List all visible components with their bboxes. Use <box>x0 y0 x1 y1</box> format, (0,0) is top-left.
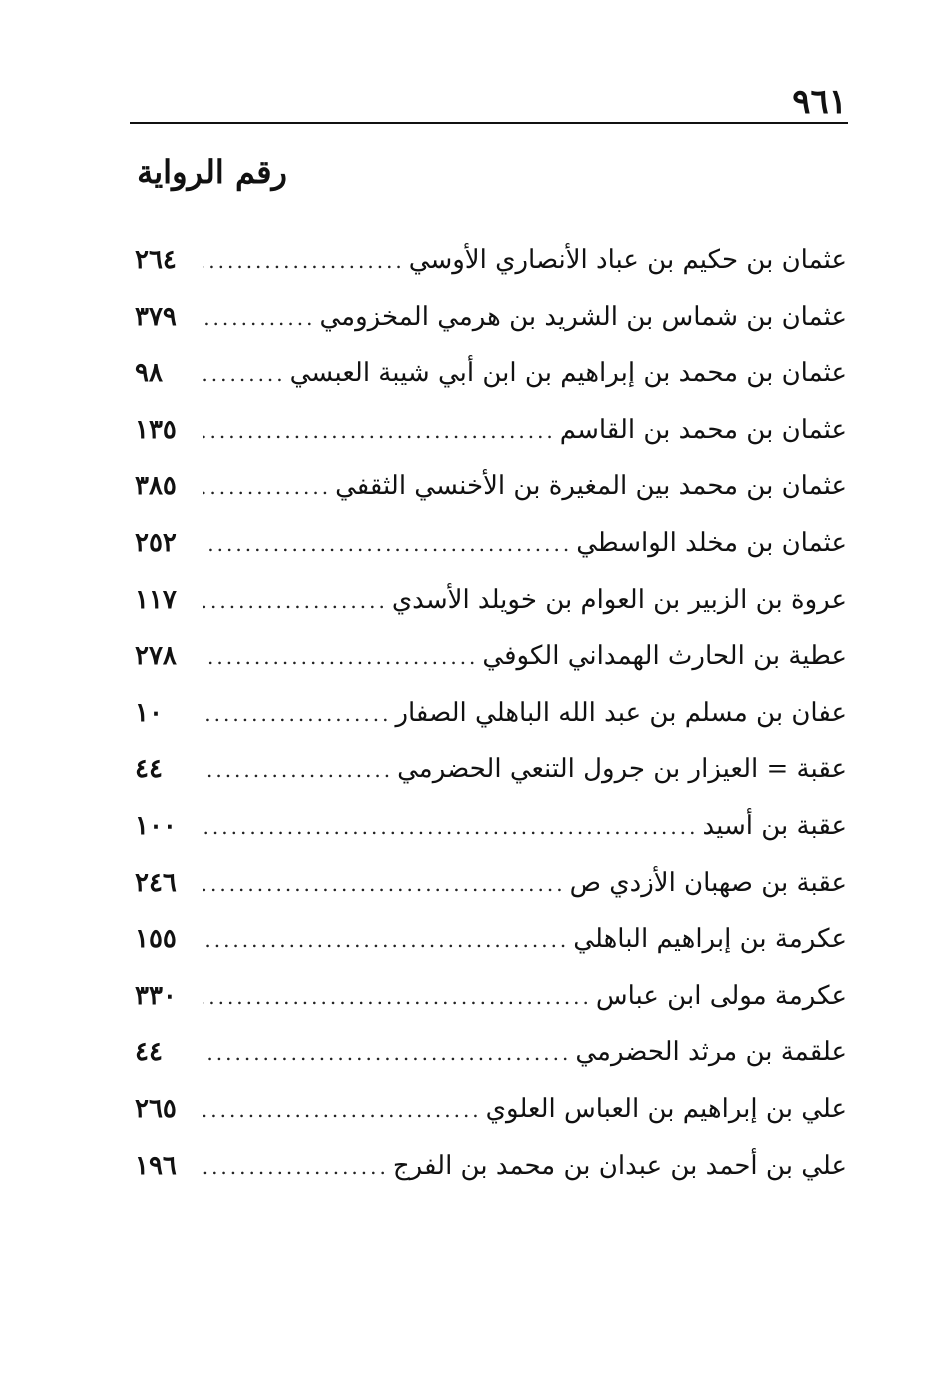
header-rule <box>130 122 848 124</box>
entry-name: علي بن أحمد بن عبدان بن محمد بن الفرج <box>392 1150 847 1181</box>
leader-dots <box>203 633 478 681</box>
entry-number: ٢٦٥ <box>135 1093 177 1124</box>
index-entry <box>135 462 847 519</box>
entry-number: ٢٤٦ <box>135 867 177 898</box>
leader-dots <box>203 1029 571 1077</box>
column-title: رقم الرواية <box>137 153 287 191</box>
index-entry <box>135 349 847 406</box>
index-entry <box>135 576 847 633</box>
index-entry <box>135 859 847 916</box>
entry-number: ٤٤ <box>135 1037 163 1068</box>
entry-number: ١٠٠ <box>135 810 177 841</box>
index-entry <box>135 236 847 293</box>
entry-number: ٣٧٩ <box>135 301 177 332</box>
leader-dots <box>203 350 286 398</box>
index-entry <box>135 632 847 689</box>
index-entry <box>135 1028 847 1085</box>
entry-name: عثمان بن مخلد الواسطي <box>576 527 847 558</box>
index-entry <box>135 293 847 350</box>
leader-dots <box>203 860 566 908</box>
leader-dots <box>203 1086 482 1134</box>
entry-name: عقبة بن أسيد <box>702 810 847 841</box>
entry-name: عثمان بن شماس بن الشريد بن هرمي المخزومي <box>319 301 847 332</box>
leader-dots <box>203 690 391 738</box>
leader-dots <box>203 520 572 568</box>
entry-number: ١٩٦ <box>135 1150 177 1181</box>
index-entry <box>135 1085 847 1142</box>
entry-name: عطية بن الحارث الهمداني الكوفي <box>482 641 847 672</box>
entry-name: عروة بن الزبير بن العوام بن خويلد الأسدي <box>391 584 847 615</box>
entry-name: عثمان بن حكيم بن عباد الأنصاري الأوسي <box>408 245 847 275</box>
entry-name: عقبة = العيزار بن جرول التنعي الحضرمي <box>397 754 847 785</box>
index-entry <box>135 519 847 576</box>
index-entry <box>135 972 847 1029</box>
entry-name: عفان بن مسلم بن عبد الله الباهلي الصفار <box>395 697 847 728</box>
leader-dots <box>203 1143 389 1191</box>
entry-number: ١٥٥ <box>135 924 177 955</box>
entry-number: ٣٣٠ <box>135 980 177 1011</box>
entry-number: ٢٧٨ <box>135 641 177 672</box>
entry-number: ٣٨٥ <box>135 471 177 502</box>
index-entry <box>135 745 847 802</box>
entry-name: علقمة بن مرثد الحضرمي <box>575 1037 847 1068</box>
entry-name: عقبة بن صهبان الأزدي ص <box>569 867 847 898</box>
entry-number: ١١٧ <box>135 584 177 615</box>
leader-dots <box>203 916 569 964</box>
entry-number: ١٣٥ <box>135 414 177 445</box>
entry-number: ٩٨ <box>135 358 163 389</box>
index-entry <box>135 689 847 746</box>
leader-dots <box>203 407 556 455</box>
entry-name: عكرمة بن إبراهيم الباهلي <box>573 924 847 955</box>
index-entry <box>135 406 847 463</box>
index-entry <box>135 915 847 972</box>
entry-name: علي بن إبراهيم بن العباس العلوي <box>485 1093 847 1124</box>
entry-name: عثمان بن محمد بن إبراهيم بن ابن أبي شيبة العبسي <box>289 358 847 389</box>
entry-number: ٢٥٢ <box>135 527 177 558</box>
entry-number: ٢٦٤ <box>135 245 177 275</box>
index-entry <box>135 802 847 859</box>
leader-dots <box>203 577 388 625</box>
entry-name: عكرمة مولى ابن عباس <box>595 980 847 1011</box>
leader-dots <box>203 463 331 511</box>
index-entry <box>135 1142 847 1199</box>
leader-dots <box>203 237 405 285</box>
entry-number: ١٠ <box>135 697 163 728</box>
entry-name: عثمان بن محمد بن القاسم <box>559 414 847 445</box>
leader-dots <box>203 803 698 851</box>
index-list <box>135 236 847 1198</box>
leader-dots <box>203 973 592 1021</box>
entry-name: عثمان بن محمد بين المغيرة بن الأخنسي الثقفي <box>335 471 847 502</box>
entry-number: ٤٤ <box>135 754 163 785</box>
page-number: ٩٦١ <box>792 82 847 122</box>
leader-dots <box>203 294 315 342</box>
leader-dots <box>203 746 393 794</box>
